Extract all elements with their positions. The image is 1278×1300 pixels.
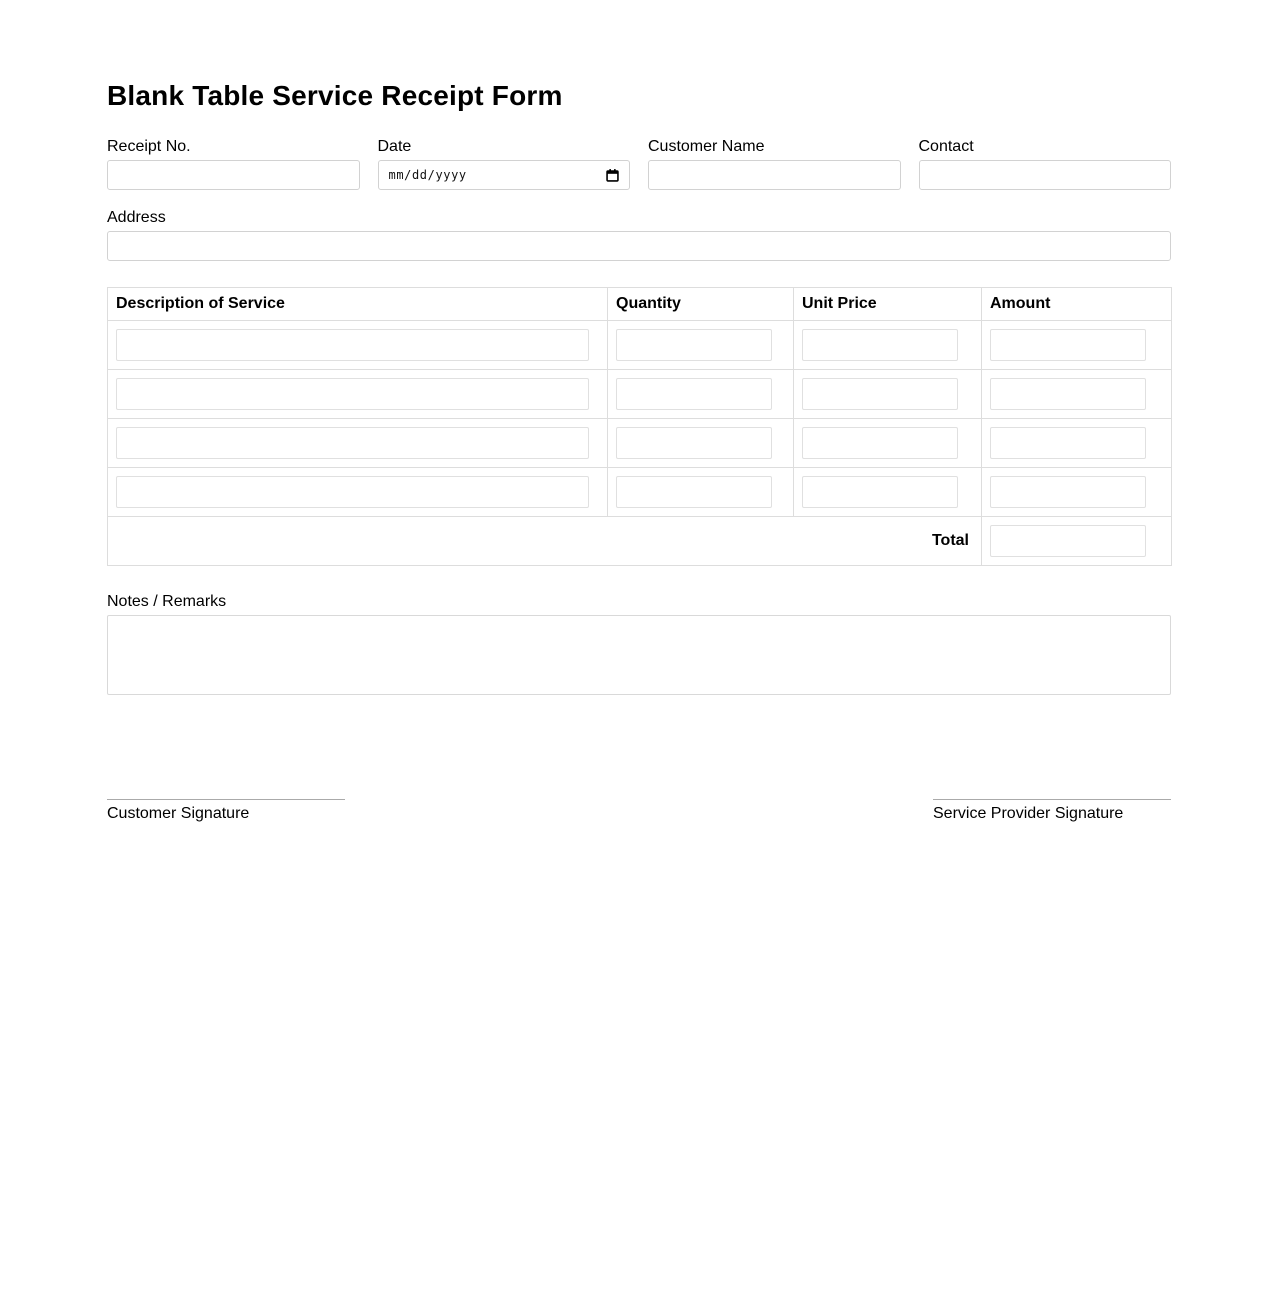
col-header-description: Description of Service bbox=[108, 288, 608, 321]
amount-cell bbox=[982, 419, 1172, 468]
contact-field bbox=[919, 137, 1172, 190]
signature-section bbox=[107, 799, 1171, 823]
total-cell bbox=[982, 517, 1172, 566]
customer-signature-label: Customer Signature bbox=[107, 805, 250, 822]
address-label: Address bbox=[107, 209, 166, 226]
unit-price-cell bbox=[794, 321, 982, 370]
unit-price-cell bbox=[794, 370, 982, 419]
quantity-input[interactable] bbox=[616, 329, 772, 361]
receipt-no-input[interactable] bbox=[107, 160, 360, 190]
customer-name-label: Customer Name bbox=[648, 138, 765, 155]
quantity-input[interactable] bbox=[616, 427, 772, 459]
customer-name-input[interactable] bbox=[648, 160, 901, 190]
calendar-icon[interactable] bbox=[605, 168, 620, 183]
receipt-no-label: Receipt No. bbox=[107, 138, 191, 155]
quantity-cell bbox=[608, 468, 794, 517]
quantity-input[interactable] bbox=[616, 476, 772, 508]
date-field bbox=[378, 137, 631, 190]
receipt-no-field bbox=[107, 137, 360, 190]
provider-signature-label: Service Provider Signature bbox=[933, 805, 1124, 822]
amount-input[interactable] bbox=[990, 427, 1146, 459]
amount-cell bbox=[982, 370, 1172, 419]
provider-signature-line bbox=[933, 799, 1171, 800]
amount-input[interactable] bbox=[990, 329, 1146, 361]
provider-signature-block bbox=[933, 799, 1171, 823]
contact-input[interactable] bbox=[919, 160, 1172, 190]
page-title: Blank Table Service Receipt Form bbox=[107, 80, 563, 111]
service-row bbox=[108, 468, 1172, 517]
customer-name-field bbox=[648, 137, 901, 190]
amount-input[interactable] bbox=[990, 378, 1146, 410]
col-header-unit-price: Unit Price bbox=[794, 288, 982, 321]
unit-price-cell bbox=[794, 468, 982, 517]
description-input[interactable] bbox=[116, 378, 589, 410]
amount-input[interactable] bbox=[990, 476, 1146, 508]
address-field bbox=[107, 208, 1171, 261]
unit-price-cell bbox=[794, 419, 982, 468]
unit-price-input[interactable] bbox=[802, 378, 958, 410]
notes-label: Notes / Remarks bbox=[107, 593, 227, 610]
amount-cell bbox=[982, 468, 1172, 517]
description-input[interactable] bbox=[116, 329, 589, 361]
service-row bbox=[108, 321, 1172, 370]
quantity-cell bbox=[608, 419, 794, 468]
unit-price-input[interactable] bbox=[802, 427, 958, 459]
top-fields-row bbox=[107, 137, 1171, 190]
customer-signature-block bbox=[107, 799, 345, 823]
description-cell bbox=[108, 370, 608, 419]
unit-price-input[interactable] bbox=[802, 476, 958, 508]
contact-label: Contact bbox=[918, 138, 974, 155]
quantity-input[interactable] bbox=[616, 378, 772, 410]
notes-textarea[interactable] bbox=[107, 615, 1171, 695]
col-header-quantity: Quantity bbox=[608, 288, 794, 321]
description-input[interactable] bbox=[116, 427, 589, 459]
date-placeholder: mm/dd/yyyy bbox=[388, 168, 467, 182]
total-label: Total bbox=[108, 517, 982, 566]
quantity-cell bbox=[608, 321, 794, 370]
description-cell bbox=[108, 321, 608, 370]
address-input[interactable] bbox=[107, 231, 1171, 261]
unit-price-input[interactable] bbox=[802, 329, 958, 361]
col-header-amount: Amount bbox=[982, 288, 1172, 321]
date-input[interactable] bbox=[378, 160, 631, 190]
amount-cell bbox=[982, 321, 1172, 370]
customer-signature-line bbox=[107, 799, 345, 800]
date-label: Date bbox=[377, 138, 412, 155]
service-row bbox=[108, 419, 1172, 468]
description-cell bbox=[108, 419, 608, 468]
service-table bbox=[107, 287, 1172, 566]
table-header-row bbox=[108, 288, 1172, 321]
total-row bbox=[108, 517, 1172, 566]
quantity-cell bbox=[608, 370, 794, 419]
service-rows bbox=[108, 321, 1172, 517]
description-cell bbox=[108, 468, 608, 517]
notes-section bbox=[107, 592, 1171, 695]
service-row bbox=[108, 370, 1172, 419]
total-input[interactable] bbox=[990, 525, 1146, 557]
description-input[interactable] bbox=[116, 476, 589, 508]
